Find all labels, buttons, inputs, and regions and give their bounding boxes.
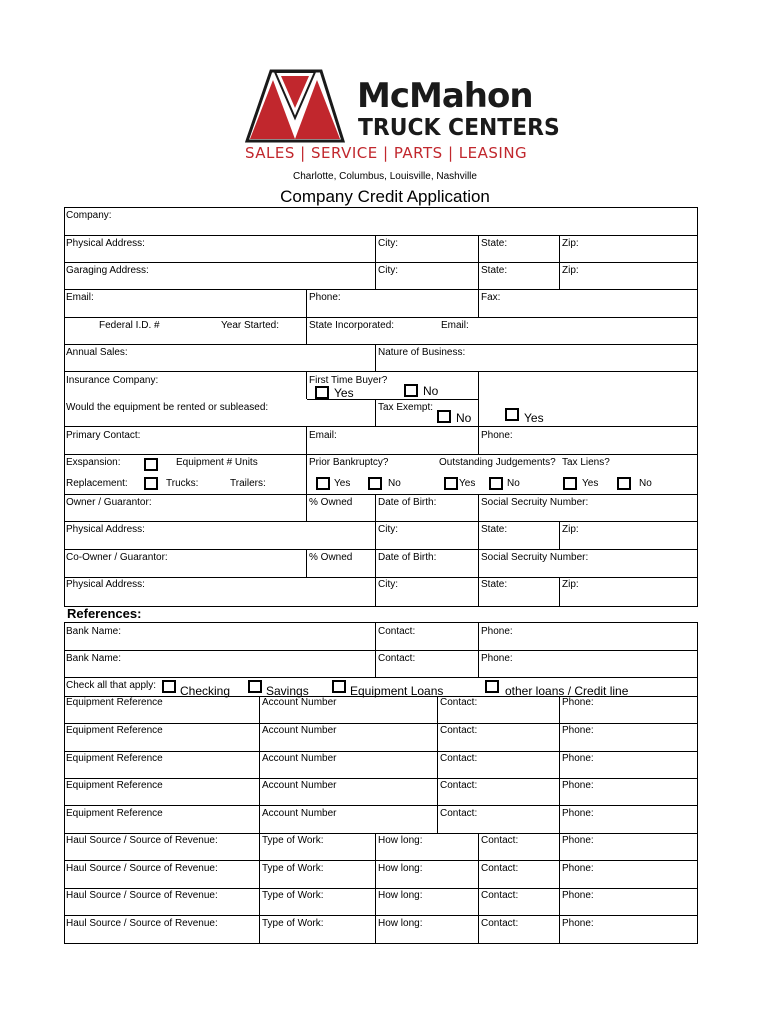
logo-tagline: SALES | SERVICE | PARTS | LEASING (245, 144, 528, 162)
tax-exempt-no-label: No (456, 411, 472, 425)
annual-sales-label: Annual Sales: (66, 347, 128, 358)
equipment-reference-2-label: Equipment Reference (66, 725, 163, 736)
year-started-label: Year Started: (221, 320, 280, 331)
co-owner-ssn-label: Social Secruity Number: (481, 552, 589, 563)
prior-bankruptcy-label: Prior Bankruptcy? (309, 457, 389, 468)
how-long-4-label: How long: (378, 918, 423, 929)
replacement-label: Replacement: (66, 478, 128, 489)
garaging-state-label: State: (481, 265, 508, 276)
bank-1-contact-label: Contact: (378, 626, 416, 637)
judgements-yes-checkbox[interactable] (444, 477, 458, 490)
rented-subleased-label: Would the equipment be rented or subleased: (66, 402, 269, 413)
haul-2-contact-label: Contact: (481, 863, 519, 874)
insurance-company-label: Insurance Company: (66, 375, 159, 386)
haul-2-phone-label: Phone: (562, 863, 594, 874)
eq-ref-4-contact-label: Contact: (440, 780, 478, 791)
garaging-city-label: City: (378, 265, 398, 276)
eq-ref-1-contact-label: Contact: (440, 697, 478, 708)
tax-liens-no-checkbox[interactable] (617, 477, 631, 490)
type-of-work-1-label: Type of Work: (262, 835, 324, 846)
owner-zip-label: Zip: (562, 524, 579, 535)
haul-1-phone-label: Phone: (562, 835, 594, 846)
first-time-buyer-yes-checkbox[interactable] (315, 386, 329, 399)
outstanding-judgements-label: Outstanding Judgements? (439, 457, 556, 468)
type-of-work-4-label: Type of Work: (262, 918, 324, 929)
other-loans-checkbox[interactable] (485, 680, 499, 693)
haul-source-4-label: Haul Source / Source of Revenue: (66, 918, 218, 929)
locations-text: Charlotte, Columbus, Louisville, Nashville (293, 171, 477, 182)
co-owner-physical-address-label: Physical Address: (66, 579, 145, 590)
trailers-label: Trailers: (230, 478, 266, 489)
page-title: Company Credit Application (280, 187, 490, 206)
co-owner-city-label: City: (378, 579, 398, 590)
primary-email-label: Email: (309, 430, 337, 441)
account-number-1-label: Account Number (262, 697, 337, 708)
primary-phone-label: Phone: (481, 430, 513, 441)
bankruptcy-yes-label: Yes (334, 478, 351, 489)
bankruptcy-no-checkbox[interactable] (368, 477, 382, 490)
garaging-zip-label: Zip: (562, 265, 579, 276)
mcmahon-logo (245, 68, 345, 144)
haul-4-contact-label: Contact: (481, 918, 519, 929)
co-owner-zip-label: Zip: (562, 579, 579, 590)
email-2-label: Email: (441, 320, 469, 331)
eq-ref-3-contact-label: Contact: (440, 753, 478, 764)
eq-ref-2-contact-label: Contact: (440, 725, 478, 736)
physical-address-label: Physical Address: (66, 238, 145, 249)
tax-exempt-no-checkbox[interactable] (437, 410, 451, 423)
email-label: Email: (66, 292, 94, 303)
owner-ssn-label: Social Secruity Number: (481, 497, 589, 508)
garaging-address-label: Garaging Address: (66, 265, 149, 276)
tax-liens-label: Tax Liens? (562, 457, 610, 468)
equipment-units-label: Equipment # Units (176, 457, 258, 468)
how-long-2-label: How long: (378, 863, 423, 874)
haul-4-phone-label: Phone: (562, 918, 594, 929)
eq-ref-5-contact-label: Contact: (440, 808, 478, 819)
state-incorporated-label: State Incorporated: (309, 320, 395, 331)
bank-name-1-label: Bank Name: (66, 626, 122, 637)
eq-ref-3-phone-label: Phone: (562, 753, 594, 764)
owner-dob-label: Date of Birth: (378, 497, 437, 508)
equipment-loans-checkbox[interactable] (332, 680, 346, 693)
tax-liens-yes-checkbox[interactable] (563, 477, 577, 490)
other-loans-label: other loans / Credit line (505, 684, 629, 698)
account-number-3-label: Account Number (262, 753, 337, 764)
equipment-reference-3-label: Equipment Reference (66, 753, 163, 764)
first-time-buyer-no-label: No (423, 384, 439, 398)
trucks-label: Trucks: (166, 478, 199, 489)
city-label: City: (378, 238, 398, 249)
judgements-no-label: No (507, 478, 520, 489)
eq-ref-4-phone-label: Phone: (562, 780, 594, 791)
eq-ref-5-phone-label: Phone: (562, 808, 594, 819)
owner-pct-owned-label: % Owned (309, 497, 353, 508)
logo-brand-name: McMahon (357, 76, 533, 116)
account-number-5-label: Account Number (262, 808, 337, 819)
references-heading: References: (67, 606, 142, 621)
savings-checkbox[interactable] (248, 680, 262, 693)
checking-label: Checking (180, 684, 231, 698)
bank-1-phone-label: Phone: (481, 626, 513, 637)
bankruptcy-no-label: No (388, 478, 401, 489)
nature-of-business-label: Nature of Business: (378, 347, 466, 358)
account-number-2-label: Account Number (262, 725, 337, 736)
checking-checkbox[interactable] (162, 680, 176, 693)
co-owner-pct-owned-label: % Owned (309, 552, 353, 563)
owner-guarantor-label: Owner / Guarantor: (66, 497, 152, 508)
equipment-reference-1-label: Equipment Reference (66, 697, 163, 708)
tax-exempt-yes-checkbox[interactable] (505, 408, 519, 421)
haul-source-3-label: Haul Source / Source of Revenue: (66, 890, 218, 901)
federal-id-label: Federal I.D. # (99, 320, 160, 331)
co-owner-dob-label: Date of Birth: (378, 552, 437, 563)
owner-city-label: City: (378, 524, 398, 535)
replacement-checkbox[interactable] (144, 477, 158, 490)
tax-liens-yes-label: Yes (582, 478, 599, 489)
judgements-no-checkbox[interactable] (489, 477, 503, 490)
primary-contact-label: Primary Contact: (66, 430, 141, 441)
check-all-label: Check all that apply: (66, 680, 157, 691)
haul-1-contact-label: Contact: (481, 835, 519, 846)
bank-2-phone-label: Phone: (481, 653, 513, 664)
how-long-3-label: How long: (378, 890, 423, 901)
haul-3-phone-label: Phone: (562, 890, 594, 901)
owner-state-label: State: (481, 524, 508, 535)
company-field[interactable] (65, 220, 697, 234)
eq-ref-1-phone-label: Phone: (562, 697, 594, 708)
exspansion-label: Exspansion: (66, 457, 121, 468)
first-time-buyer-yes-label: Yes (334, 386, 354, 400)
equipment-loans-label: Equipment Loans (350, 684, 444, 698)
state-label: State: (481, 238, 508, 249)
first-time-buyer-label: First Time Buyer? (309, 375, 388, 386)
haul-source-2-label: Haul Source / Source of Revenue: (66, 863, 218, 874)
tax-exempt-label: Tax Exempt: (378, 402, 434, 413)
bankruptcy-yes-checkbox[interactable] (316, 477, 330, 490)
equipment-reference-4-label: Equipment Reference (66, 780, 163, 791)
zip-label: Zip: (562, 238, 579, 249)
haul-3-contact-label: Contact: (481, 890, 519, 901)
tax-liens-no-label: No (639, 478, 652, 489)
how-long-1-label: How long: (378, 835, 423, 846)
type-of-work-3-label: Type of Work: (262, 890, 324, 901)
judgements-yes-label: Yes (459, 478, 476, 489)
eq-ref-2-phone-label: Phone: (562, 725, 594, 736)
bank-name-2-label: Bank Name: (66, 653, 122, 664)
exspansion-checkbox[interactable] (144, 458, 158, 471)
savings-label: Savings (266, 684, 309, 698)
account-number-4-label: Account Number (262, 780, 337, 791)
fax-label: Fax: (481, 292, 501, 303)
owner-physical-address-label: Physical Address: (66, 524, 145, 535)
type-of-work-2-label: Type of Work: (262, 863, 324, 874)
bank-2-contact-label: Contact: (378, 653, 416, 664)
logo-brand-subtitle: TRUCK CENTERS (358, 115, 560, 141)
tax-exempt-yes-label: Yes (524, 411, 544, 425)
co-owner-state-label: State: (481, 579, 508, 590)
first-time-buyer-no-checkbox[interactable] (404, 384, 418, 397)
phone-label: Phone: (309, 292, 341, 303)
company-label: Company: (66, 210, 112, 221)
co-owner-guarantor-label: Co-Owner / Guarantor: (66, 552, 168, 563)
equipment-reference-5-label: Equipment Reference (66, 808, 163, 819)
haul-source-1-label: Haul Source / Source of Revenue: (66, 835, 218, 846)
